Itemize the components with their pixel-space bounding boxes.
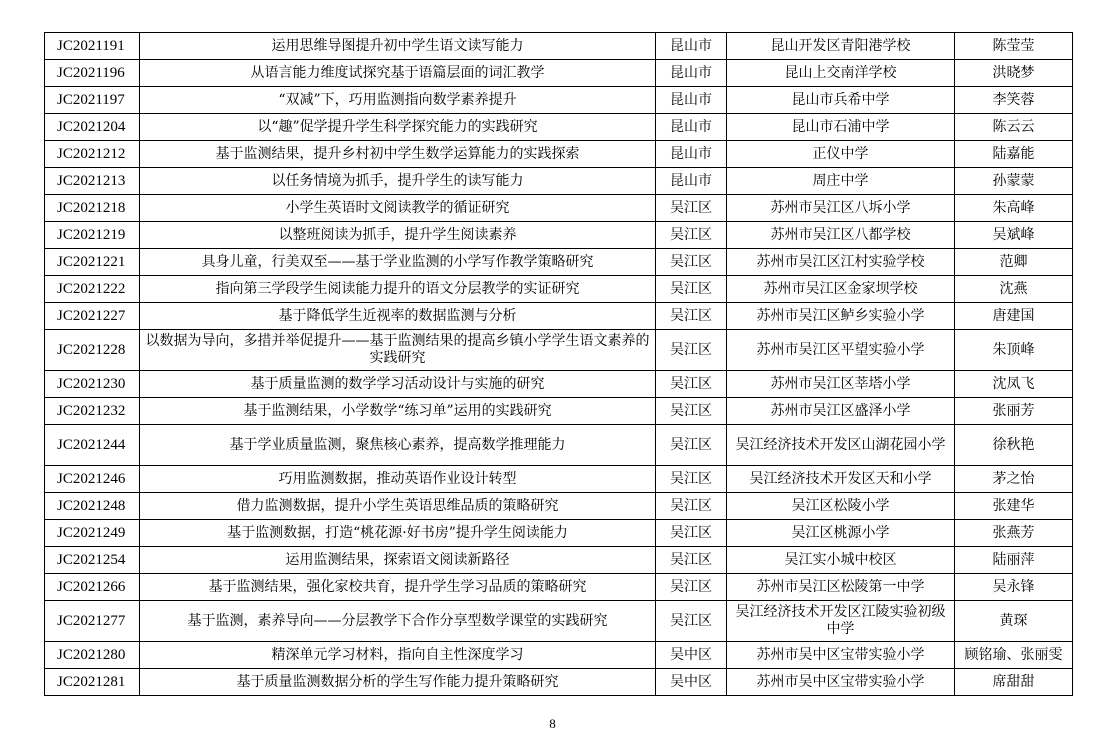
district-cell: 吴江区 (656, 574, 727, 601)
person-cell: 徐秋艳 (955, 425, 1073, 466)
person-cell: 范卿 (955, 249, 1073, 276)
school-cell: 吴江区松陵小学 (727, 493, 955, 520)
project-title-cell: 运用思维导图提升初中学生语文读写能力 (140, 33, 656, 60)
table-row (45, 669, 1073, 696)
person-cell: 沈燕 (955, 276, 1073, 303)
school-cell: 苏州市吴中区宝带实验小学 (727, 642, 955, 669)
table-row (45, 547, 1073, 574)
district-cell: 吴江区 (656, 466, 727, 493)
project-id-cell: JC2021230 (45, 371, 140, 398)
project-table (44, 32, 1073, 696)
project-id-cell: JC2021196 (45, 60, 140, 87)
person-cell: 李笑蓉 (955, 87, 1073, 114)
school-cell: 苏州市吴江区鲈乡实验小学 (727, 303, 955, 330)
table-row (45, 466, 1073, 493)
person-cell: 席甜甜 (955, 669, 1073, 696)
school-cell: 吴江经济技术开发区江陵实验初级中学 (727, 601, 955, 642)
table-row (45, 601, 1073, 642)
school-cell: 苏州市吴江区盛泽小学 (727, 398, 955, 425)
project-title-cell: 基于监测，素养导向——分层教学下合作分享型数学课堂的实践研究 (140, 601, 656, 642)
district-cell: 昆山市 (656, 141, 727, 168)
table-row (45, 141, 1073, 168)
school-cell: 苏州市吴江区莘塔小学 (727, 371, 955, 398)
school-cell: 吴江实小城中校区 (727, 547, 955, 574)
table-row (45, 168, 1073, 195)
project-title-cell: 小学生英语时文阅读教学的循证研究 (140, 195, 656, 222)
person-cell: 张建华 (955, 493, 1073, 520)
district-cell: 吴江区 (656, 222, 727, 249)
project-title-cell: 基于监测结果，小学数学“练习单”运用的实践研究 (140, 398, 656, 425)
project-title-cell: 基于监测数据，打造“桃花源·好书房”提升学生阅读能力 (140, 520, 656, 547)
person-cell: 张丽芳 (955, 398, 1073, 425)
school-cell: 昆山开发区青阳港学校 (727, 33, 955, 60)
project-title-cell: 以任务情境为抓手，提升学生的读写能力 (140, 168, 656, 195)
person-cell: 陈云云 (955, 114, 1073, 141)
district-cell: 昆山市 (656, 33, 727, 60)
school-cell: 苏州市吴中区宝带实验小学 (727, 669, 955, 696)
district-cell: 昆山市 (656, 168, 727, 195)
project-id-cell: JC2021228 (45, 330, 140, 371)
table-row (45, 398, 1073, 425)
school-cell: 苏州市吴江区八都学校 (727, 222, 955, 249)
project-id-cell: JC2021254 (45, 547, 140, 574)
school-cell: 昆山市石浦中学 (727, 114, 955, 141)
person-cell: 洪晓梦 (955, 60, 1073, 87)
district-cell: 昆山市 (656, 87, 727, 114)
project-id-cell: JC2021222 (45, 276, 140, 303)
district-cell: 吴江区 (656, 547, 727, 574)
project-title-cell: 基于学业质量监测，聚焦核心素养，提高数学推理能力 (140, 425, 656, 466)
person-cell: 陆嘉能 (955, 141, 1073, 168)
district-cell: 吴江区 (656, 303, 727, 330)
project-id-cell: JC2021221 (45, 249, 140, 276)
project-title-cell: 基于监测结果，提升乡村初中学生数学运算能力的实践探索 (140, 141, 656, 168)
project-title-cell: 从语言能力维度试探究基于语篇层面的词汇教学 (140, 60, 656, 87)
project-id-cell: JC2021218 (45, 195, 140, 222)
table-row (45, 114, 1073, 141)
table-row (45, 574, 1073, 601)
project-id-cell: JC2021227 (45, 303, 140, 330)
person-cell: 吴永锋 (955, 574, 1073, 601)
project-title-cell: 基于监测结果，强化家校共育，提升学生学习品质的策略研究 (140, 574, 656, 601)
project-title-cell: 基于质量监测的数学学习活动设计与实施的研究 (140, 371, 656, 398)
district-cell: 吴江区 (656, 276, 727, 303)
project-id-cell: JC2021197 (45, 87, 140, 114)
district-cell: 吴江区 (656, 493, 727, 520)
table-row (45, 642, 1073, 669)
project-title-cell: 精深单元学习材料，指向自主性深度学习 (140, 642, 656, 669)
person-cell: 吴斌峰 (955, 222, 1073, 249)
table-row (45, 33, 1073, 60)
project-id-cell: JC2021281 (45, 669, 140, 696)
school-cell: 苏州市吴江区八坼小学 (727, 195, 955, 222)
school-cell: 昆山市兵希中学 (727, 87, 955, 114)
project-id-cell: JC2021191 (45, 33, 140, 60)
table-row (45, 520, 1073, 547)
project-id-cell: JC2021212 (45, 141, 140, 168)
table-row (45, 222, 1073, 249)
school-cell: 苏州市吴江区金家坝学校 (727, 276, 955, 303)
table-row (45, 371, 1073, 398)
project-title-cell: 以“趣”促学提升学生科学探究能力的实践研究 (140, 114, 656, 141)
project-title-cell: 指向第三学段学生阅读能力提升的语文分层教学的实证研究 (140, 276, 656, 303)
school-cell: 苏州市吴江区平望实验小学 (727, 330, 955, 371)
person-cell: 茅之怡 (955, 466, 1073, 493)
project-title-cell: 借力监测数据，提升小学生英语思维品质的策略研究 (140, 493, 656, 520)
district-cell: 吴江区 (656, 520, 727, 547)
table-row (45, 493, 1073, 520)
district-cell: 吴江区 (656, 398, 727, 425)
person-cell: 黄琛 (955, 601, 1073, 642)
district-cell: 吴江区 (656, 371, 727, 398)
person-cell: 张燕芳 (955, 520, 1073, 547)
school-cell: 吴江经济技术开发区天和小学 (727, 466, 955, 493)
school-cell: 吴江经济技术开发区山湖花园小学 (727, 425, 955, 466)
person-cell: 唐建国 (955, 303, 1073, 330)
district-cell: 吴江区 (656, 601, 727, 642)
table-row (45, 87, 1073, 114)
person-cell: 朱顶峰 (955, 330, 1073, 371)
project-title-cell: 以数据为导向，多措并举促提升——基于监测结果的提高乡镇小学学生语文素养的实践研究 (140, 330, 656, 371)
district-cell: 吴江区 (656, 425, 727, 466)
project-id-cell: JC2021213 (45, 168, 140, 195)
school-cell: 正仪中学 (727, 141, 955, 168)
district-cell: 吴江区 (656, 195, 727, 222)
project-id-cell: JC2021280 (45, 642, 140, 669)
district-cell: 昆山市 (656, 114, 727, 141)
table-row (45, 195, 1073, 222)
table-row (45, 60, 1073, 87)
person-cell: 沈凤飞 (955, 371, 1073, 398)
person-cell: 顾铭瑜、张丽雯 (955, 642, 1073, 669)
person-cell: 朱高峰 (955, 195, 1073, 222)
table-row (45, 276, 1073, 303)
project-id-cell: JC2021246 (45, 466, 140, 493)
project-title-cell: 以整班阅读为抓手，提升学生阅读素养 (140, 222, 656, 249)
person-cell: 孙蒙蒙 (955, 168, 1073, 195)
school-cell: 苏州市吴江区松陵第一中学 (727, 574, 955, 601)
project-id-cell: JC2021244 (45, 425, 140, 466)
table-row (45, 425, 1073, 466)
district-cell: 吴江区 (656, 249, 727, 276)
project-title-cell: 巧用监测数据，推动英语作业设计转型 (140, 466, 656, 493)
table-row (45, 249, 1073, 276)
table-row (45, 303, 1073, 330)
project-id-cell: JC2021232 (45, 398, 140, 425)
school-cell: 周庄中学 (727, 168, 955, 195)
person-cell: 陆丽萍 (955, 547, 1073, 574)
district-cell: 吴江区 (656, 330, 727, 371)
project-id-cell: JC2021204 (45, 114, 140, 141)
school-cell: 吴江区桃源小学 (727, 520, 955, 547)
project-title-cell: 具身儿童，行美双至——基于学业监测的小学写作教学策略研究 (140, 249, 656, 276)
school-cell: 苏州市吴江区江村实验学校 (727, 249, 955, 276)
person-cell: 陈莹莹 (955, 33, 1073, 60)
page-number: 8 (549, 716, 556, 731)
project-id-cell: JC2021249 (45, 520, 140, 547)
project-title-cell: 基于质量监测数据分析的学生写作能力提升策略研究 (140, 669, 656, 696)
project-title-cell: 运用监测结果，探索语文阅读新路径 (140, 547, 656, 574)
project-id-cell: JC2021266 (45, 574, 140, 601)
project-id-cell: JC2021219 (45, 222, 140, 249)
project-title-cell: 基于降低学生近视率的数据监测与分析 (140, 303, 656, 330)
table-row (45, 330, 1073, 371)
project-id-cell: JC2021277 (45, 601, 140, 642)
school-cell: 昆山上交南洋学校 (727, 60, 955, 87)
project-title-cell: “双减”下，巧用监测指向数学素养提升 (140, 87, 656, 114)
project-id-cell: JC2021248 (45, 493, 140, 520)
district-cell: 吴中区 (656, 669, 727, 696)
district-cell: 昆山市 (656, 60, 727, 87)
district-cell: 吴中区 (656, 642, 727, 669)
